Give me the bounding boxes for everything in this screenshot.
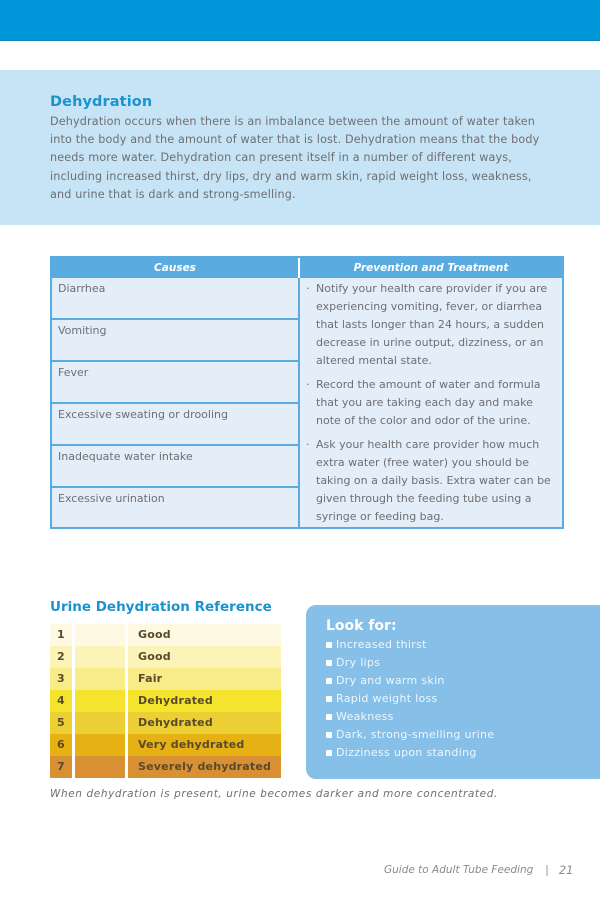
look-for-item	[326, 744, 600, 762]
prevention-item	[306, 280, 556, 370]
urine-color-swatch	[75, 624, 125, 646]
urine-level-number: 3	[57, 672, 65, 685]
urine-level-row	[50, 712, 281, 734]
urine-level-status: Very dehydrated	[138, 738, 245, 751]
urine-level-row	[50, 756, 281, 778]
urine-level-status: Good	[138, 628, 171, 641]
bullet-icon: ·	[306, 378, 310, 391]
look-for-box	[306, 605, 600, 779]
urine-color-swatch	[75, 712, 125, 734]
table-header	[52, 258, 562, 278]
dehydration-heading: Dehydration	[50, 94, 153, 110]
square-bullet-icon	[326, 714, 332, 720]
look-for-item	[326, 654, 600, 672]
urine-level-status: Dehydrated	[138, 694, 213, 707]
urine-level-status: Fair	[138, 672, 163, 685]
cause-cell: Excessive urination	[58, 492, 165, 505]
prevention-text: Notify your health care provider if you are experiencing vomiting, fever, or diarrhea that lasts longer than 24 hours, a sudden decrease in urine output, dizziness, or an altered mental state.	[316, 282, 548, 367]
urine-level-row	[50, 624, 281, 646]
urine-caption: When dehydration is present, urine becomes darker and more concentrated.	[50, 788, 498, 800]
urine-color-swatch	[75, 690, 125, 712]
look-for-text: Dry and warm skin	[336, 674, 445, 687]
dehydration-intro-box	[0, 70, 600, 225]
urine-level-number: 6	[57, 738, 65, 751]
square-bullet-icon	[326, 750, 332, 756]
cause-cell: Vomiting	[52, 320, 298, 362]
look-for-item	[326, 636, 600, 654]
guide-title: Guide to Adult Tube Feeding	[384, 864, 534, 876]
urine-level-row	[50, 690, 281, 712]
urine-level-status: Severely dehydrated	[138, 760, 272, 773]
bullet-icon: ·	[306, 438, 310, 451]
prevention-text: Ask your health care provider how much extra water (free water) you should be taking on a daily basis. Extra water can be given through the feeding tube using a syringe or feeding bag.	[316, 438, 551, 523]
urine-level-number: 5	[57, 716, 65, 729]
urine-level-row	[50, 734, 281, 756]
look-for-text: Dry lips	[336, 656, 381, 669]
look-for-item	[326, 708, 600, 726]
square-bullet-icon	[326, 696, 332, 702]
square-bullet-icon	[326, 642, 332, 648]
urine-color-swatch	[75, 756, 125, 778]
urine-color-swatch	[75, 734, 125, 756]
prevention-item	[306, 376, 556, 430]
square-bullet-icon	[326, 732, 332, 738]
urine-level-status: Good	[138, 650, 171, 663]
cause-cell: Diarrhea	[52, 278, 298, 320]
look-for-heading: Look for:	[326, 618, 397, 634]
urine-level-status: Dehydrated	[138, 716, 213, 729]
urine-level-number: 7	[57, 760, 65, 773]
square-bullet-icon	[326, 678, 332, 684]
prevention-item	[306, 436, 556, 526]
look-for-text: Increased thirst	[336, 638, 427, 651]
cause-cell: Fever	[52, 362, 298, 404]
dehydration-description: Dehydration occurs when there is an imbalance between the amount of water taken into the body and the amount of water that is lost. Dehydration means that the body needs more water. Dehydration can present itself in a number of different ways, including increased thirst, dry lips, dry and warm skin, rapid weight loss, weakness, and urine that is dark and strong-smelling.	[50, 115, 540, 201]
prevention-text: Record the amount of water and formula that you are taking each day and make note of the color and odor of the urine.	[316, 378, 541, 427]
urine-level-number: 4	[57, 694, 65, 707]
look-for-item	[326, 690, 600, 708]
urine-level-row	[50, 668, 281, 690]
prevention-column-header: Prevention and Treatment	[353, 262, 509, 274]
look-for-item	[326, 672, 600, 690]
urine-color-swatch	[75, 668, 125, 690]
urine-reference-heading: Urine Dehydration Reference	[50, 599, 272, 615]
footer-separator: |	[545, 864, 549, 876]
look-for-text: Dizziness upon standing	[336, 746, 477, 759]
causes-prevention-table	[50, 256, 564, 529]
look-for-text: Weakness	[336, 710, 394, 723]
look-for-text: Dark, strong-smelling urine	[336, 728, 495, 741]
urine-level-row	[50, 646, 281, 668]
look-for-list	[326, 636, 600, 762]
urine-level-number: 2	[57, 650, 65, 663]
page-footer	[384, 862, 573, 878]
page-number: 21	[558, 863, 574, 877]
urine-color-swatch	[75, 646, 125, 668]
look-for-text: Rapid weight loss	[336, 692, 438, 705]
prevention-column	[302, 278, 562, 527]
urine-level-number: 1	[57, 628, 65, 641]
look-for-item	[326, 726, 600, 744]
causes-column	[52, 278, 300, 527]
square-bullet-icon	[326, 660, 332, 666]
bullet-icon: ·	[306, 282, 310, 295]
cause-cell: Inadequate water intake	[52, 446, 298, 488]
cause-cell: Excessive sweating or drooling	[52, 404, 298, 446]
header-bar	[0, 0, 600, 41]
urine-color-chart	[50, 624, 281, 778]
causes-column-header: Causes	[52, 258, 300, 278]
